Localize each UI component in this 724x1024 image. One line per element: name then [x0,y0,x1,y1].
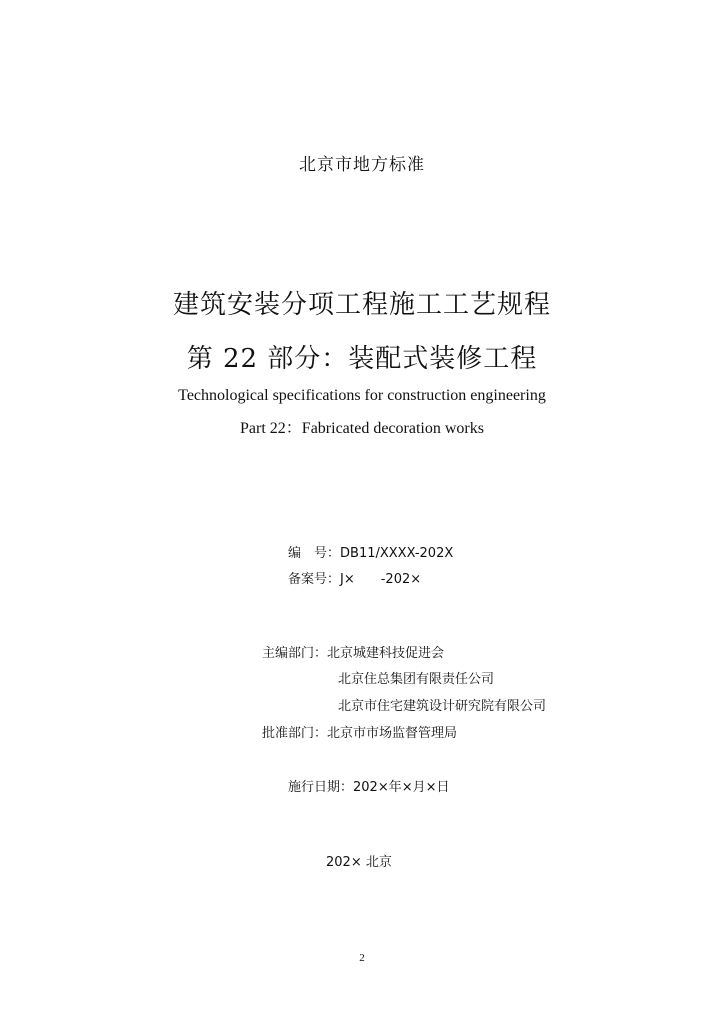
editor-item: 北京市住宅建筑设计研究院有限公司 [338,699,547,714]
title-en: Technological specifications for construction engineering [178,387,546,404]
record-row [288,568,421,587]
approver-row [262,722,457,741]
page-number: 2 [359,952,365,964]
place-date: 202× 北京 [326,855,392,870]
implementation-row [288,776,450,795]
standard-type: 北京市地方标准 [299,155,425,175]
code-label: 编 号： [288,546,341,561]
editor-item: 北京住总集团有限责任公司 [338,672,495,687]
subtitle-en: Part 22：Fabricated decoration works [240,420,484,437]
title-cn: 建筑安装分项工程施工工艺规程 [172,290,551,320]
editors-row [262,642,444,661]
approver-label: 批准部门： [262,726,328,741]
subtitle-cn: 第 22 部分：装配式装修工程 [186,344,538,374]
record-label: 备案号： [288,572,341,587]
approver-value: 北京市市场监督管理局 [327,726,458,741]
record-value: J× -202× [340,572,422,587]
editors-label: 主编部门： [262,646,328,661]
editor-item: 北京城建科技促进会 [327,646,445,661]
implementation-label: 施行日期： [288,780,354,795]
implementation-value: 202×年×月×日 [353,780,450,795]
code-value: DB11/XXXX-202X [340,546,454,561]
code-row [288,542,453,561]
